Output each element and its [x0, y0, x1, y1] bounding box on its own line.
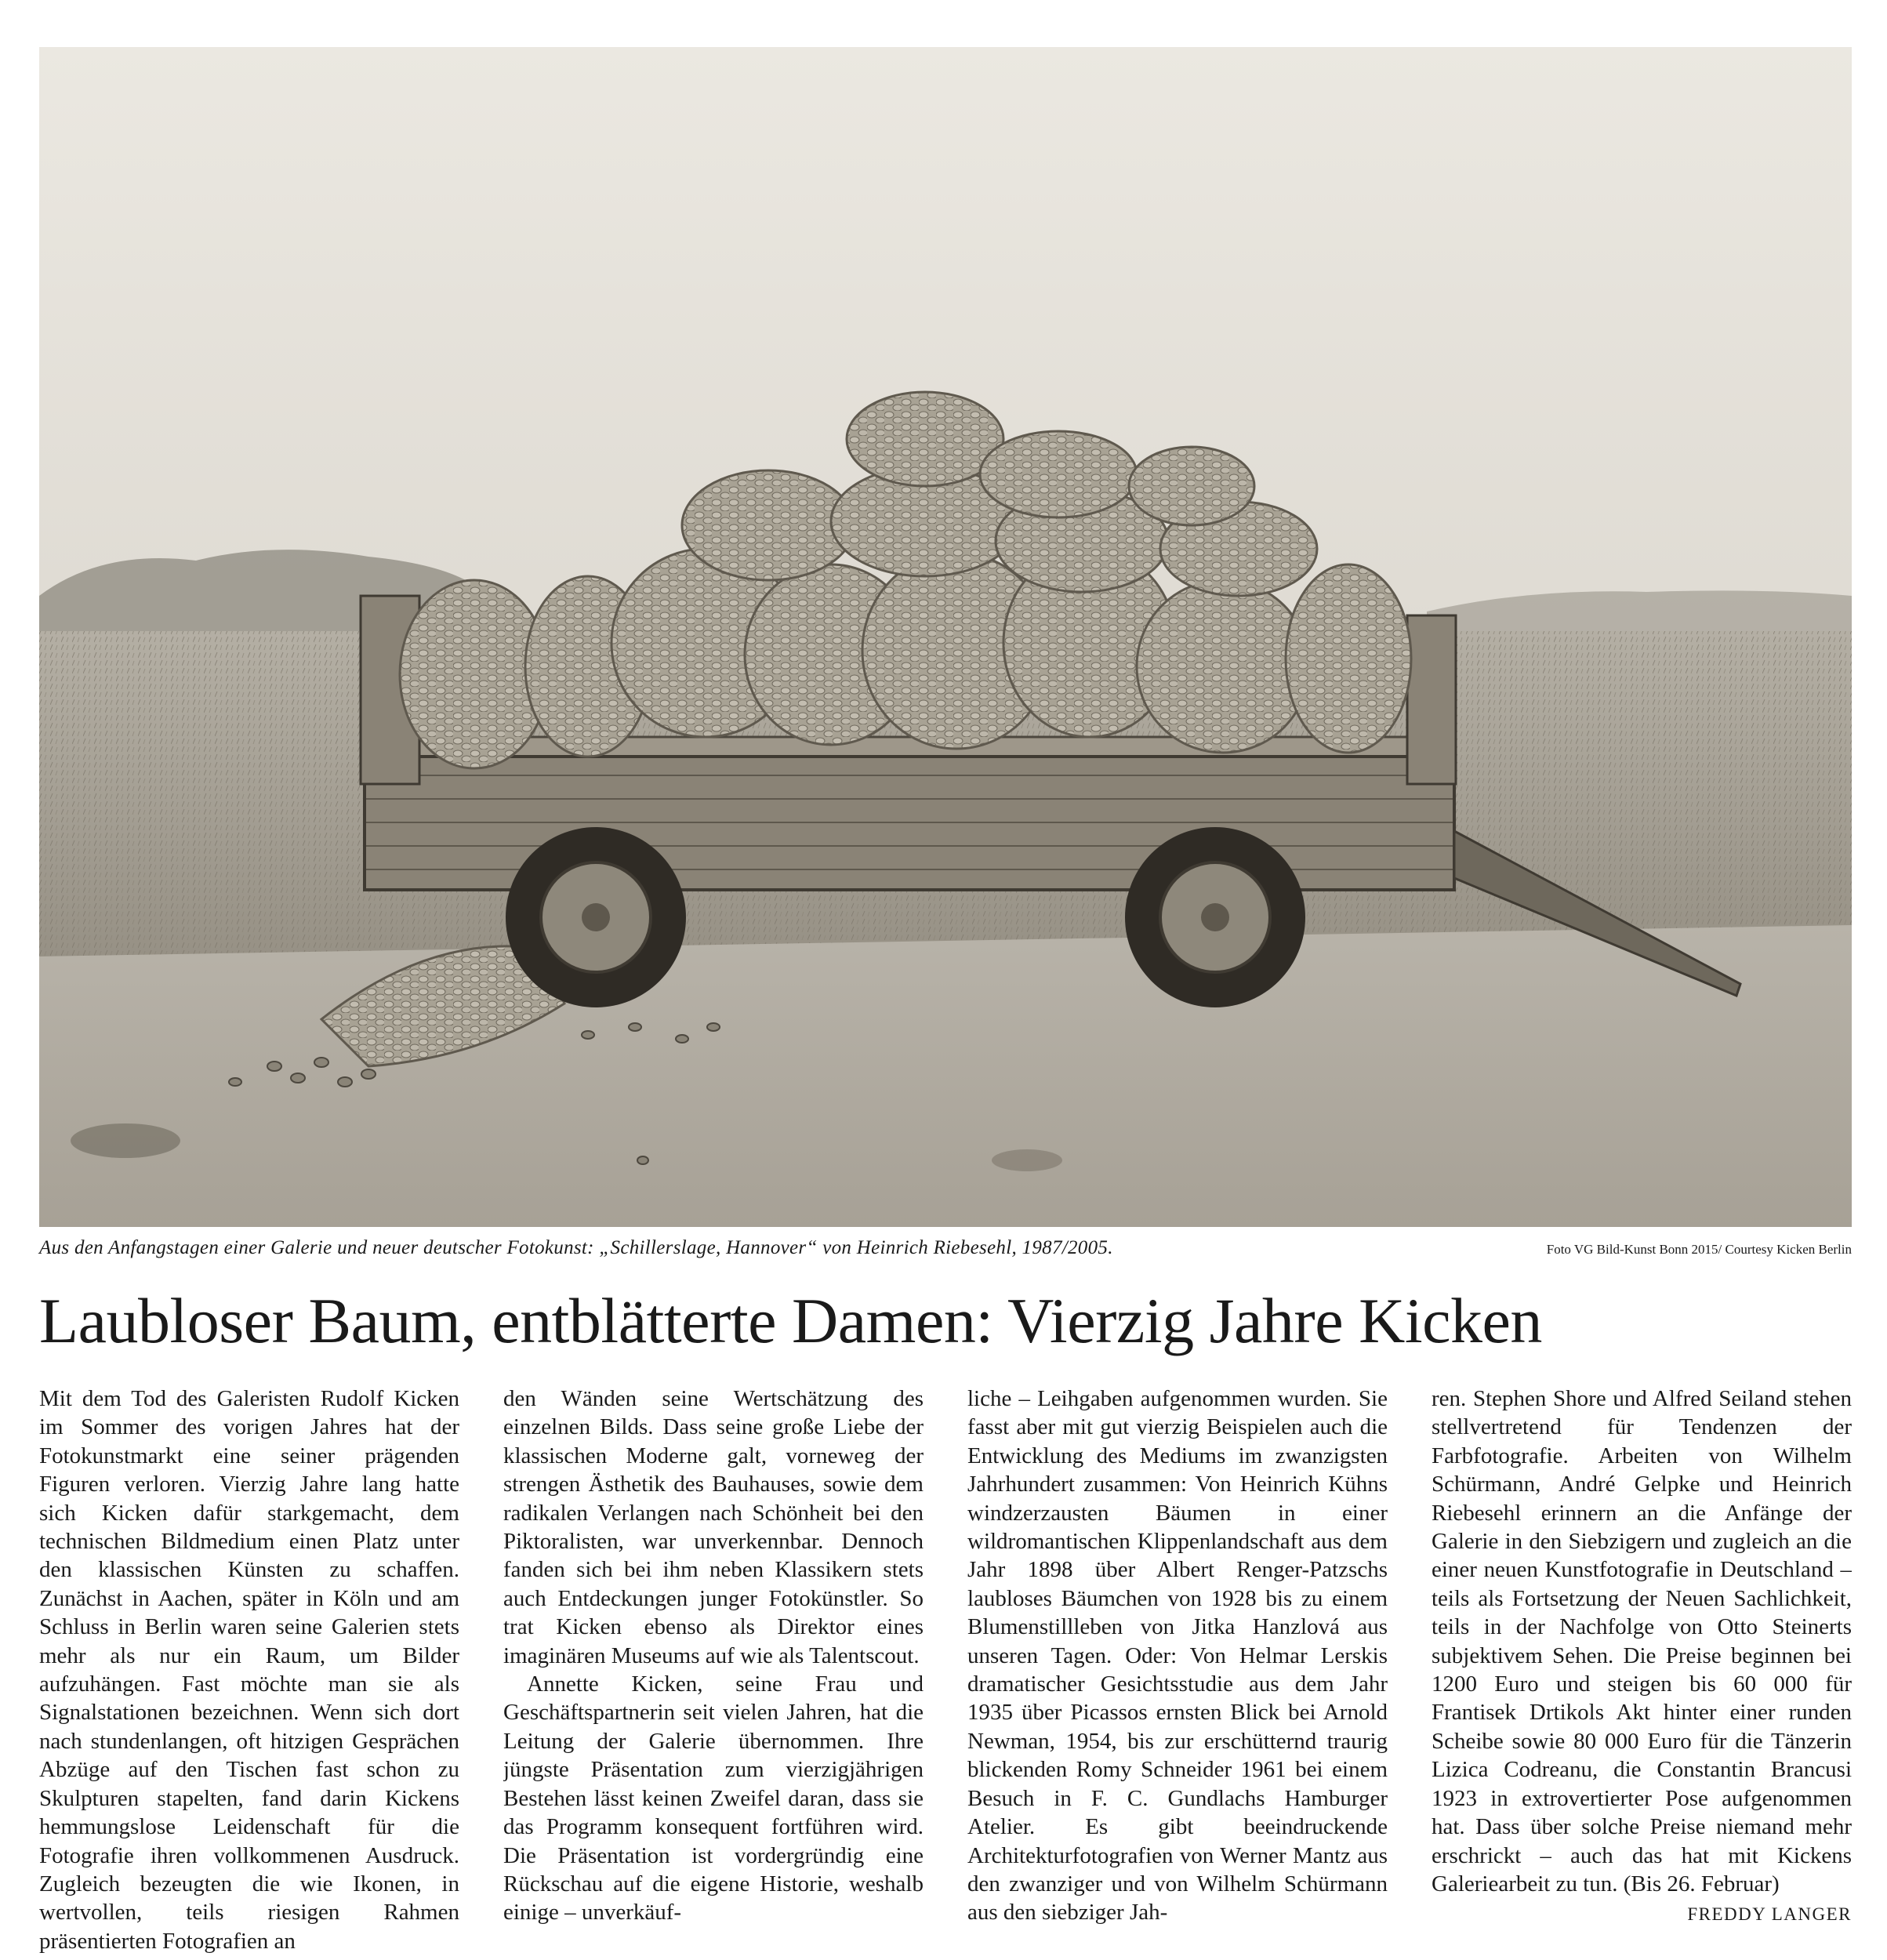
column-3 — [967, 1385, 1388, 1957]
article-body — [39, 1385, 1852, 1957]
photo-credit: Foto VG Bild-Kunst Bonn 2015/ Courtesy Kicken Berlin — [1546, 1242, 1852, 1257]
article-photo — [39, 47, 1852, 1227]
paragraph: den Wänden seine Wertschätzung des einzelnen Bilds. Dass seine große Liebe der klassischen Moderne galt, vorneweg der strengen Ästhetik des Bauhauses, sowie dem radikalen Verlangen nach Schönheit bei den Piktoralisten, war unverkennbar. Dennoch fanden sich bei ihm neben Klassikern stets auch Entdeckungen junger Fotokünstler. So trat Kicken ebenso als Direktor eines imaginären Museums auf wie als Talentscout. — [503, 1386, 924, 1668]
article-headline: Laubloser Baum, entblätterte Damen: Vierzig Jahre Kicken — [39, 1285, 1542, 1356]
author-byline: FREDDY LANGER — [1687, 1904, 1852, 1925]
caption-row — [39, 1237, 1852, 1269]
paragraph-text: ren. Stephen Shore und Alfred Seiland stehen stellvertretend für Tendenzen der Farbfotografie. Arbeiten von Wilhelm Schürmann, André Gelpke und Heinrich Riebesehl erinnern an die Anfänge der Galerie in den Siebzigern und zugleich an die einer neuen Kunstfotografie in Deutschland – teils als Fortsetzung der Neuen Sachlichkeit, teils in der Nachfolge von Otto Steinerts subjektivem Sehen. Die Preise beginnen bei 1200 Euro und steigen bis 60 000 für Frantisek Drtikols Akt hinter einer runden Scheibe sowie 80 000 Euro für die Tänzerin Lizica Codreanu, die Constantin Brancusi 1923 in extrovertierter Pose aufgenommen hat. Dass über solche Preise niemand mehr erschrickt – auch das hat mit Kickens Galeriearbeit zu tun. (Bis 26. Februar) — [1432, 1386, 1852, 1896]
paragraph — [1432, 1385, 1852, 1925]
column-2 — [503, 1385, 924, 1957]
paragraph: liche – Leihgaben aufgenommen wurden. Sie fasst aber mit gut vierzig Beispielen auch die Entwicklung des Mediums im zwanzigsten Jahrhundert zusammen: Von Heinrich Kühns windzerzausten Bäumen in einer wildromantischen Klippenlandschaft aus dem Jahr 1898 über Albert Renger-Patzschs laubloses Bäumchen von 1928 bis zu einem Blumenstillleben von Jitka Hanzlová aus unseren Tagen. Oder: Von Helmar Lerskis dramatischer Gesichtsstudie aus dem Jahr 1935 über Picassos ernsten Blick bei Arnold Newman, 1954, bis zur erschütternd traurig blickenden Romy Schneider 1961 bei einem Besuch in F. C. Gundlachs Hamburger Atelier. Es gibt beeindruckende Architekturfotografien von Werner Mantz aus den zwanziger und von Wilhelm Schürmann aus den siebziger Jah- — [967, 1386, 1388, 1926]
paragraph: Annette Kicken, seine Frau und Geschäftspartnerin seit vielen Jahren, hat die Leitung der Galerie übernommen. Ihre jüngste Präsentation zum vierzigjährigen Bestehen lässt keinen Zweifel daran, dass sie das Programm konsequent fortführen wird. Die Präsentation ist vordergründig eine Rückschau auf die eigene Historie, weshalb einige – unverkäuf- — [503, 1671, 924, 1926]
photo-trailer-with-potato-sacks-icon — [39, 47, 1852, 1227]
column-4 — [1432, 1385, 1852, 1957]
column-1 — [39, 1385, 459, 1957]
paragraph: Mit dem Tod des Galeristen Rudolf Kicken im Sommer des vorigen Jahres hat der Fotokunstmarkt eine seiner prägenden Figuren verloren. Vierzig Jahre lang hatte sich Kicken dafür starkgemacht, dem technischen Bildmedium einen Platz unter den klassischen Künsten zu schaffen. Zunächst in Aachen, später in Köln und am Schluss in Berlin waren seine Galerien stets mehr als nur ein Raum, um Bilder aufzuhängen. Fast möchte man sie als Signalstationen bezeichnen. Wenn sich dort nach stundenlangen, oft hitzigen Gesprächen Abzüge auf den Tischen fast schon zu Skulpturen stapelten, fand darin Kickens hemmungslose Leidenschaft für die Fotografie ihren vollkommenen Ausdruck. Zugleich bezeugten die wie Ikonen, in wertvollen, teils riesigen Rahmen präsentierten Fotografien an — [39, 1386, 459, 1954]
photo-caption: Aus den Anfangstagen einer Galerie und neuer deutscher Fotokunst: „Schillerslage, Hannover“ von Heinrich Riebesehl, 1987/2005. — [39, 1237, 1113, 1258]
